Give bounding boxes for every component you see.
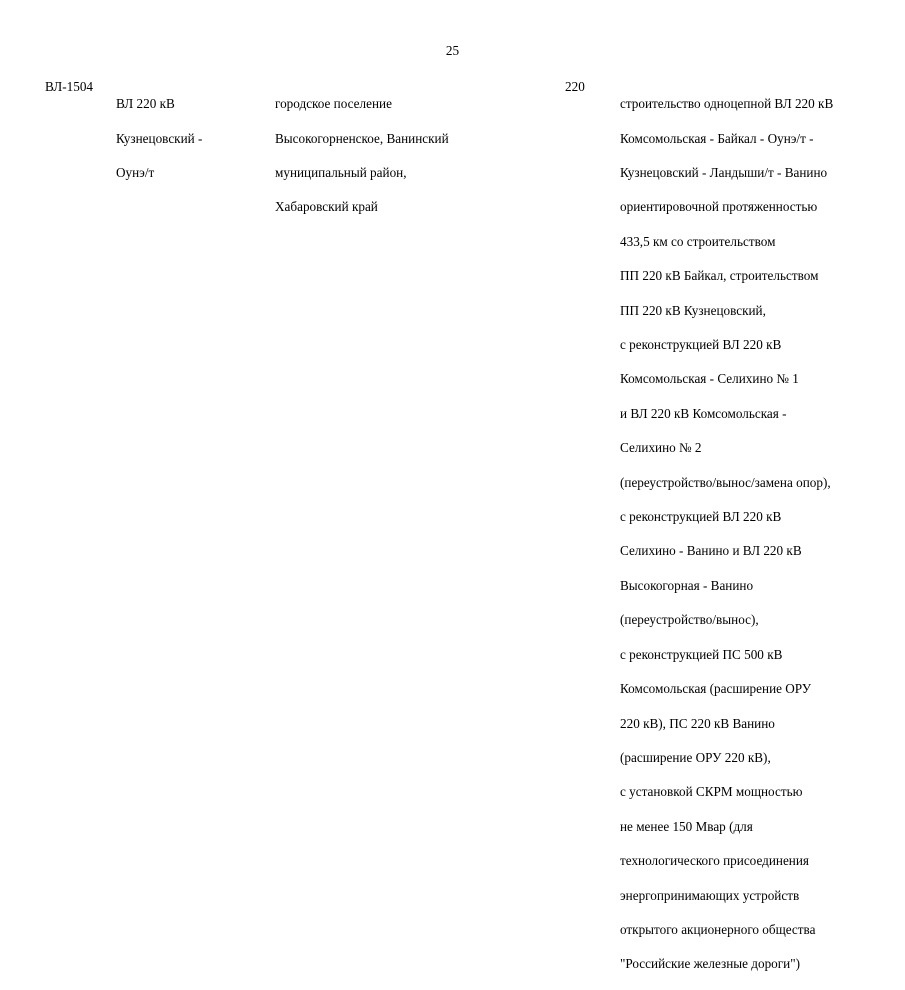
- object-description-line: (переустройство/вынос/замена опор),: [620, 474, 831, 490]
- page-number: 25: [445, 43, 460, 58]
- object-description-line: (расширение ОРУ 220 кВ),: [620, 749, 771, 765]
- object-name-line: Оунэ/т: [116, 165, 155, 181]
- object-description-line: 220 кВ), ПС 220 кВ Ванино: [620, 715, 775, 731]
- object-code: ВЛ-1504: [45, 79, 94, 94]
- object-description-line: Селихино - Ванино и ВЛ 220 кВ: [620, 543, 802, 559]
- object-description-line: и ВЛ 220 кВ Комсомольская -: [620, 405, 787, 421]
- object-description-line: Комсомольская - Селихино № 1: [620, 371, 799, 387]
- object-description-line: с реконструкцией ВЛ 220 кВ: [620, 509, 782, 525]
- object-description-line: технологического присоединения: [620, 853, 809, 869]
- object-location: [275, 78, 545, 233]
- object-description-line: ПП 220 кВ Кузнецовский,: [620, 302, 766, 318]
- object-description-line: не менее 150 Мвар (для: [620, 818, 753, 834]
- object-name-line: Кузнецовский -: [116, 130, 203, 146]
- object-description-line: 433,5 км со строительством: [620, 233, 776, 249]
- object-description-line: Селихино № 2: [620, 440, 702, 456]
- object-location-line: городское поселение: [275, 96, 392, 112]
- object-description: [620, 78, 890, 990]
- object-location-line: муниципальный район,: [275, 165, 407, 181]
- object-description-line: с реконструкцией ПС 500 кВ: [620, 646, 783, 662]
- object-description-line: энергопринимающих устройств: [620, 887, 800, 903]
- object-location-line: Высокогорненское, Ванинский: [275, 130, 449, 146]
- object-description-line: строительство одноцепной ВЛ 220 кВ: [620, 96, 834, 112]
- object-description-line: Высокогорная - Ванино: [620, 577, 754, 593]
- object-description-line: Кузнецовский - Ландыши/т - Ванино: [620, 165, 828, 181]
- object-description-line: с реконструкцией ВЛ 220 кВ: [620, 337, 782, 353]
- object-description-line: Комсомольская (расширение ОРУ: [620, 681, 812, 697]
- object-description-line: ориентировочной протяженностью: [620, 199, 818, 215]
- object-name: [116, 78, 266, 198]
- object-name-line: ВЛ 220 кВ: [116, 96, 175, 112]
- object-description-line: ПП 220 кВ Байкал, строительством: [620, 268, 819, 284]
- object-description-line: с установкой СКРМ мощностью: [620, 784, 803, 800]
- object-description-line: открытого акционерного общества: [620, 921, 816, 937]
- object-description-line: Комсомольская - Байкал - Оунэ/т -: [620, 130, 814, 146]
- object-location-line: Хабаровский край: [275, 199, 378, 215]
- object-description-line: "Российские железные дороги"): [620, 956, 800, 972]
- object-description-line: (переустройство/вынос),: [620, 612, 759, 628]
- object-voltage: 220: [565, 79, 585, 94]
